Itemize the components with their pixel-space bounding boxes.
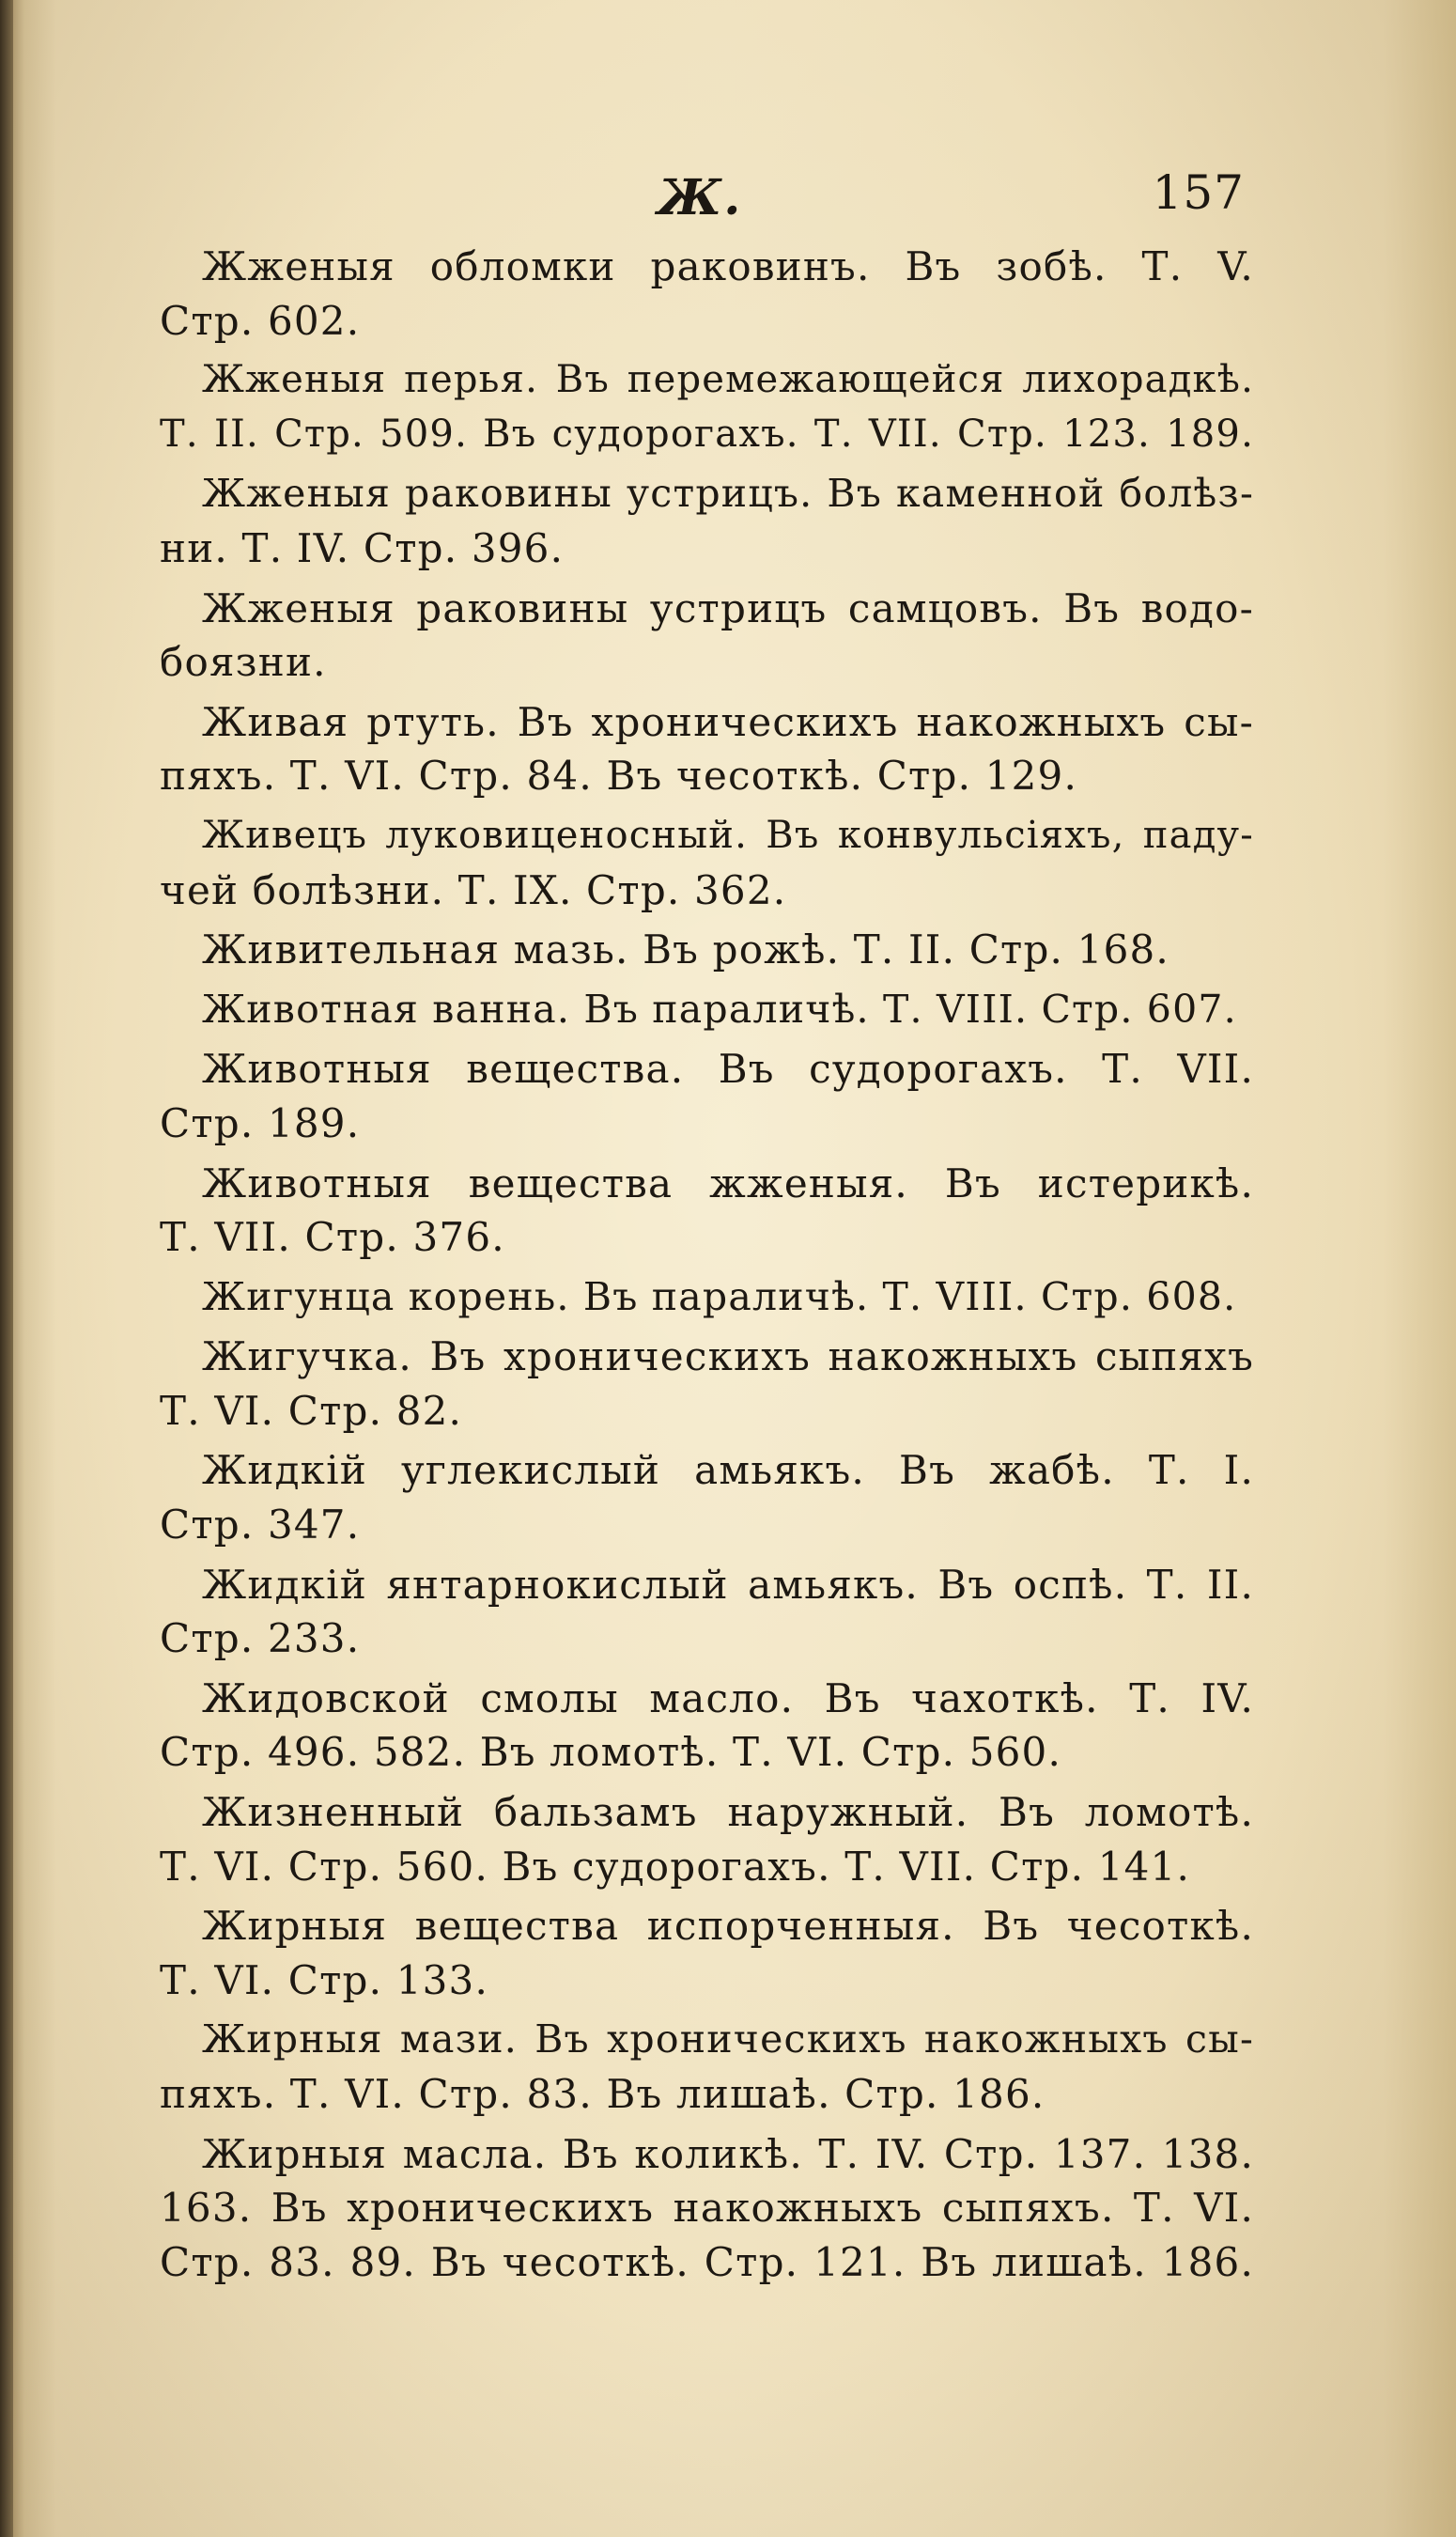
index-entry-continuation-line: Стр. 189. [160, 1099, 361, 1146]
index-entry-first-line: Животныя вещества. Въ судорогахъ. Т. VII. [202, 1046, 1254, 1093]
index-entry-continuation-line: пяхъ. Т. VI. Стр. 84. Въ чесоткѣ. Стр. 129. [160, 753, 1077, 800]
index-entry-continuation-line: Стр. 233. [160, 1615, 361, 1662]
index-entry-continuation-line: 163. Въ хроническихъ накожныхъ сыпяхъ. Т. VI. [160, 2185, 1254, 2232]
index-entry-continuation-line: Т. VII. Стр. 376. [160, 1214, 505, 1261]
index-entry-continuation-line: Стр. 347. [160, 1502, 361, 1549]
index-entry-continuation-line: Т. VI. Стр. 133. [160, 1956, 489, 2003]
index-entry-first-line: Жженыя раковины устрицъ. Въ каменной болѣз- [202, 471, 1254, 517]
index-entry-continuation-line: боязни. [160, 639, 327, 686]
index-entry-continuation-line: ни. Т. IV. Стр. 396. [160, 524, 565, 571]
index-entry-continuation-line: Т. VI. Стр. 560. Въ судорогахъ. Т. VII. Стр. 141. [160, 1843, 1191, 1890]
index-entry-continuation-line: Стр. 602. [160, 297, 361, 344]
index-entry-continuation-line: Стр. 496. 582. Въ ломотѣ. Т. VI. Стр. 560. [160, 1729, 1062, 1776]
index-entry-first-line: Жигучка. Въ хроническихъ накожныхъ сыпяхъ [202, 1333, 1254, 1380]
index-entry-continuation-line: Т. VI. Стр. 82. [160, 1387, 463, 1434]
index-entry-first-line: Жизненный бальзамъ наружный. Въ ломотѣ. [202, 1789, 1254, 1836]
book-spine-shadow [0, 0, 13, 2537]
index-entry-first-line: Жидкій углекислый амьякъ. Въ жабѣ. Т. I. [202, 1447, 1254, 1494]
index-entry-first-line: Жигунца корень. Въ параличѣ. Т. VIII. Стр. 608. [202, 1273, 1237, 1319]
index-entry-first-line: Жженыя раковины устрицъ самцовъ. Въ водо- [202, 584, 1254, 631]
index-entry-first-line: Жирныя масла. Въ коликѣ. Т. IV. Стр. 137. 138. [202, 2130, 1254, 2177]
index-entry-continuation-line: чей болѣзни. Т. IX. Стр. 362. [160, 866, 787, 913]
index-entry-continuation-line: пяхъ. Т. VI. Стр. 83. Въ лишаѣ. Стр. 186. [160, 2071, 1046, 2117]
index-entry-first-line: Жирныя мази. Въ хроническихъ накожныхъ сы- [202, 2016, 1254, 2062]
index-entry-first-line: Жидовской смолы масло. Въ чахоткѣ. Т. IV. [202, 1674, 1254, 1721]
index-entry-continuation-line: Т. II. Стр. 509. Въ судорогахъ. Т. VII. Стр. 123. 189. [160, 412, 1254, 456]
running-head: Ж. [658, 169, 743, 226]
index-entry-first-line: Жженыя обломки раковинъ. Въ зобѣ. Т. V. [202, 243, 1254, 289]
index-entry-first-line: Жидкій янтарнокислый амьякъ. Въ оспѣ. Т. II. [202, 1561, 1254, 1608]
index-entry-first-line: Жженыя перья. Въ перемежающейся лихорадкѣ. [202, 358, 1254, 402]
page-number: 157 [1152, 165, 1245, 220]
page-header [0, 165, 1456, 235]
index-entry-continuation-line: Стр. 83. 89. Въ чесоткѣ. Стр. 121. Въ лишаѣ. 186. [160, 2238, 1254, 2285]
index-entry-first-line: Животная ванна. Въ параличѣ. Т. VIII. Стр. 607. [202, 986, 1237, 1032]
index-text-body [160, 240, 1254, 2289]
index-entry-first-line: Животныя вещества жженыя. Въ истерикѣ. [202, 1160, 1254, 1206]
index-entry-first-line: Жирныя вещества испорченныя. Въ чесоткѣ. [202, 1903, 1254, 1950]
index-entry-first-line: Живецъ луковиценосный. Въ конвульсіяхъ, паду- [202, 813, 1254, 857]
index-entry-first-line: Живительная мазь. Въ рожѣ. Т. II. Стр. 168. [202, 926, 1169, 973]
index-entry-first-line: Живая ртуть. Въ хроническихъ накожныхъ сы- [202, 698, 1254, 745]
